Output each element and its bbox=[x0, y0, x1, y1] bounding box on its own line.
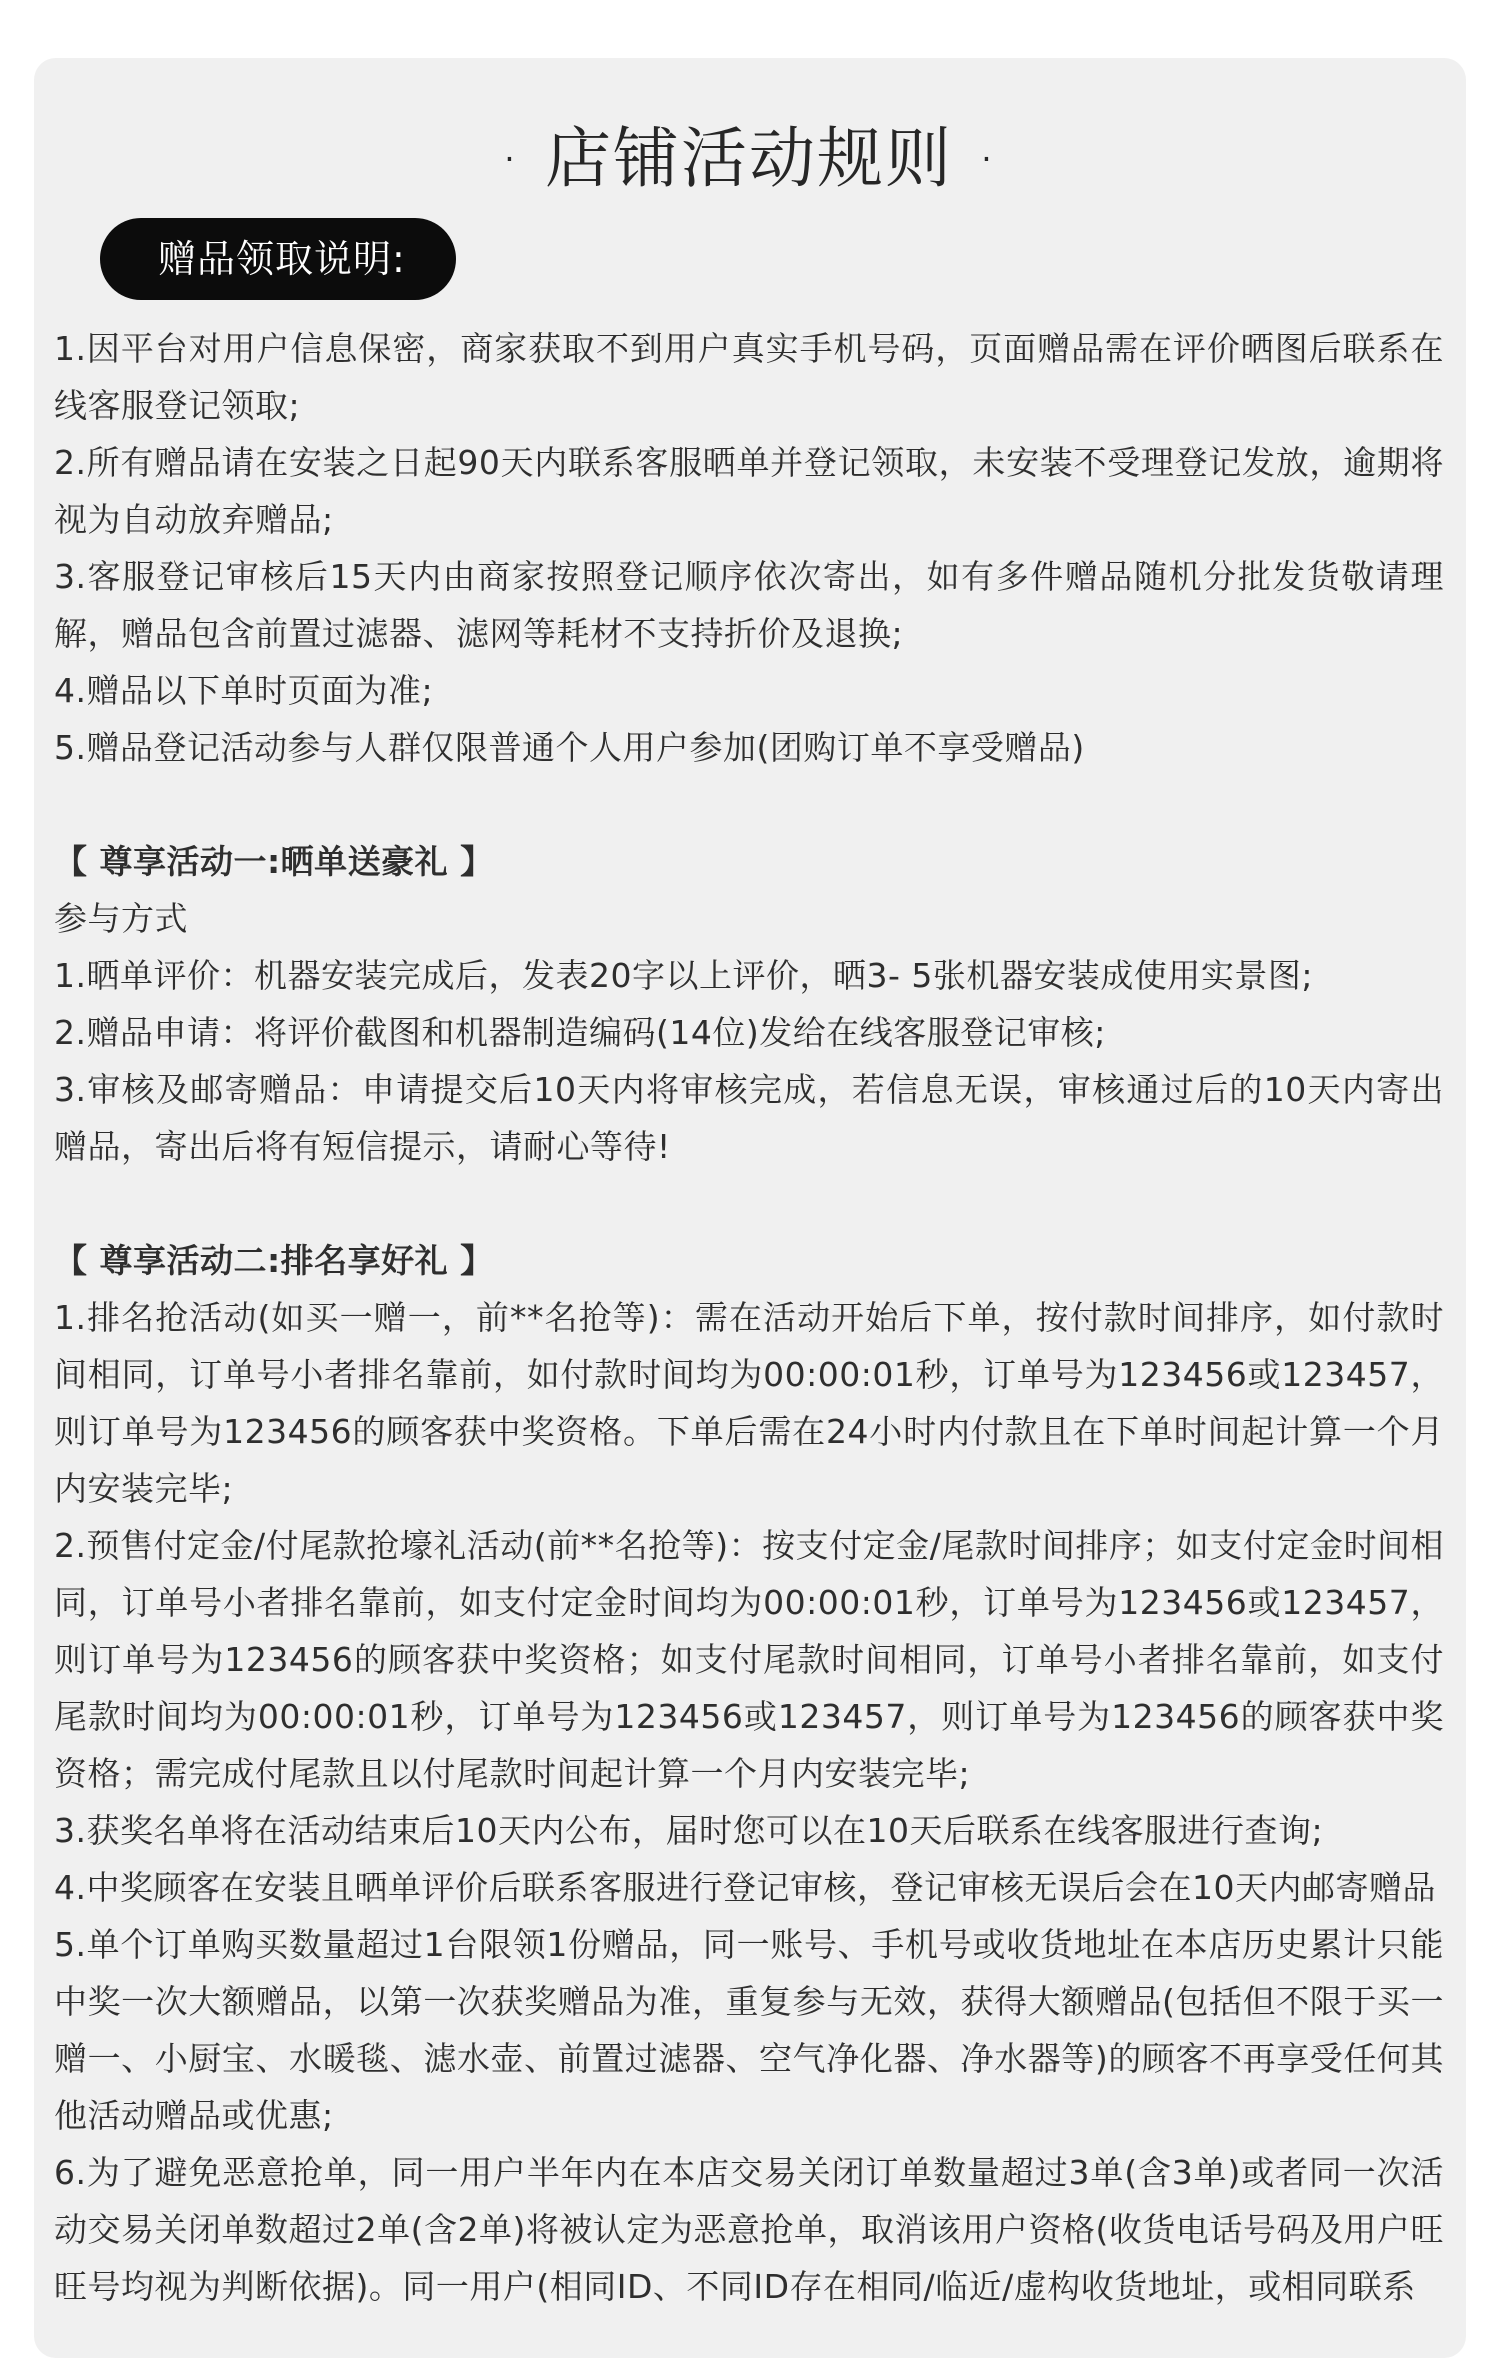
activity-one-rule-item: 2.赠品申请：将评价截图和机器制造编码(14位)发给在线客服登记审核; bbox=[54, 1013, 1106, 1052]
activity-one-rule-item: 1.晒单评价：机器安装完成后，发表20字以上评价，晒3- 5张机器安装成使用实景图; bbox=[54, 956, 1313, 995]
gift-instructions-badge: 赠品领取说明: bbox=[100, 218, 456, 300]
gift-rule-item: 1.因平台对用户信息保密，商家获取不到用户真实手机号码，页面赠品需在评价晒图后联系在线客服登记领取; bbox=[54, 329, 1444, 425]
gift-rule-item: 4.赠品以下单时页面为准; bbox=[54, 671, 434, 710]
activity-one-heading: 【 尊享活动一:晒单送豪礼 】 bbox=[54, 842, 494, 881]
activity-one-section bbox=[54, 833, 1444, 1175]
section-spacer bbox=[54, 776, 1444, 833]
gift-rule-item: 3.客服登记审核后15天内由商家按照登记顺序依次寄出，如有多件赠品随机分批发货敬请理解，赠品包含前置过滤器、滤网等耗材不支持折价及退换; bbox=[54, 557, 1444, 653]
activity-one-participation-label: 参与方式 bbox=[54, 899, 188, 938]
activity-two-heading: 【 尊享活动二:排名享好礼 】 bbox=[54, 1241, 494, 1280]
activity-two-rule-item: 4.中奖顾客在安装且晒单评价后联系客服进行登记审核，登记审核无误后会在10天内邮寄赠品 bbox=[54, 1868, 1436, 1907]
activity-two-section bbox=[54, 1232, 1444, 2315]
section-spacer bbox=[54, 1175, 1444, 1232]
activity-two-rule-item: 6.为了避免恶意抢单，同一用户半年内在本店交易关闭订单数量超过3单(含3单)或者同一次活动交易关闭单数超过2单(含2单)将被认定为恶意抢单，取消该用户资格(收货电话号码及用户旺旺号均视为判断依据)。同一用户(相同ID、不同ID存在相同/临近/虚构收货地址，或相同联系 bbox=[54, 2153, 1444, 2306]
activity-two-rule-item: 2.预售付定金/付尾款抢壕礼活动(前**名抢等)：按支付定金/尾款时间排序；如支付定金时间相同，订单号小者排名靠前，如支付定金时间均为00:00:01秒，订单号为123456或123457，则订单号为123456的顾客获中奖资格；如支付尾款时间相同，订单号小者排名靠前，如支付尾款时间均为00:00:01秒，订单号为123456或123457，则订单号为123456的顾客获中奖资格；需完成付尾款且以付尾款时间起计算一个月内安装完毕; bbox=[54, 1526, 1444, 1793]
gift-instructions-list bbox=[54, 320, 1444, 776]
rules-card bbox=[34, 58, 1466, 2358]
gift-rule-item: 5.赠品登记活动参与人群仅限普通个人用户参加(团购订单不享受赠品) bbox=[54, 728, 1085, 767]
activity-two-rule-item: 3.获奖名单将在活动结束后10天内公布，届时您可以在10天后联系在线客服进行查询; bbox=[54, 1811, 1324, 1850]
activity-one-rule-item: 3.审核及邮寄赠品：申请提交后10天内将审核完成，若信息无误，审核通过后的10天内寄出赠品，寄出后将有短信提示，请耐心等待! bbox=[54, 1070, 1444, 1166]
page-title: · 店铺活动规则 · bbox=[499, 120, 999, 197]
gift-rule-item: 2.所有赠品请在安装之日起90天内联系客服晒单并登记领取，未安装不受理登记发放，逾期将视为自动放弃赠品; bbox=[54, 443, 1444, 539]
activity-two-rule-item: 1.排名抢活动(如买一赠一，前**名抢等)：需在活动开始后下单，按付款时间排序，如付款时间相同，订单号小者排名靠前，如付款时间均为00:00:01秒，订单号为123456或123457，则订单号为123456的顾客获中奖资格。下单后需在24小时内付款且在下单时间起计算一个月内安装完毕; bbox=[54, 1298, 1444, 1508]
activity-two-rule-item: 5.单个订单购买数量超过1台限领1份赠品，同一账号、手机号或收货地址在本店历史累计只能中奖一次大额赠品，以第一次获奖赠品为准，重复参与无效，获得大额赠品(包括但不限于买一赠一、小厨宝、水暖毯、滤水壶、前置过滤器、空气净化器、净水器等)的顾客不再享受任何其他活动赠品或优惠; bbox=[54, 1925, 1444, 2135]
